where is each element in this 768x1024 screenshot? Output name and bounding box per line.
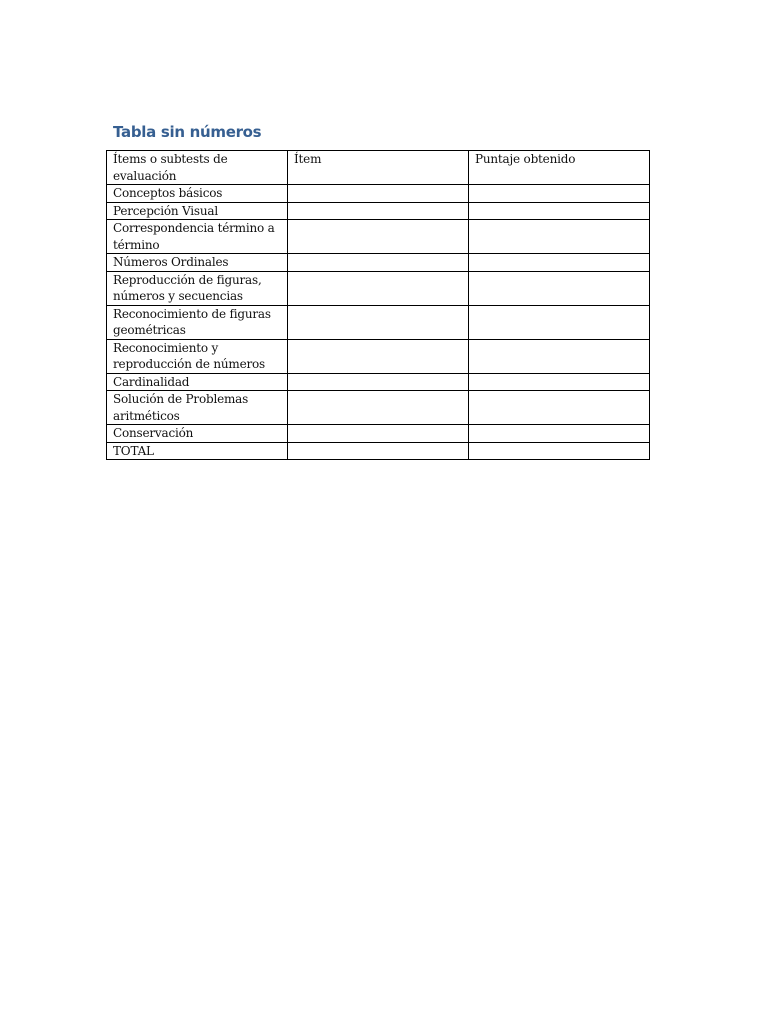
row-score-cell	[469, 220, 650, 254]
row-item-cell	[288, 391, 469, 425]
row-label: Reproducción de figuras, números y secuencias	[107, 271, 288, 305]
row-item-cell	[288, 185, 469, 203]
row-label: Percepción Visual	[107, 202, 288, 220]
table-row	[107, 271, 650, 305]
table-row	[107, 339, 650, 373]
row-item-cell	[288, 271, 469, 305]
table-header-row	[107, 151, 650, 185]
evaluation-table	[106, 150, 650, 460]
row-item-cell	[288, 220, 469, 254]
row-label: Números Ordinales	[107, 254, 288, 272]
table-row	[107, 305, 650, 339]
row-item-cell	[288, 425, 469, 443]
row-label: Conceptos básicos	[107, 185, 288, 203]
table-row	[107, 220, 650, 254]
row-label: Reconocimiento y reproducción de números	[107, 339, 288, 373]
row-label: Reconocimiento de figuras geométricas	[107, 305, 288, 339]
page-title: Tabla sin números	[113, 123, 262, 141]
row-item-cell	[288, 254, 469, 272]
table-row	[107, 185, 650, 203]
row-label: Solución de Problemas aritméticos	[107, 391, 288, 425]
header-cell-subtests: Ítems o subtests de evaluación	[107, 151, 288, 185]
row-label: Conservación	[107, 425, 288, 443]
table-total-row	[107, 442, 650, 460]
row-score-cell	[469, 254, 650, 272]
row-item-cell	[288, 339, 469, 373]
row-item-cell	[288, 442, 469, 460]
table-row	[107, 425, 650, 443]
row-item-cell	[288, 202, 469, 220]
row-score-cell	[469, 391, 650, 425]
row-score-cell	[469, 185, 650, 203]
table-row	[107, 202, 650, 220]
row-label: Cardinalidad	[107, 373, 288, 391]
header-cell-score: Puntaje obtenido	[469, 151, 650, 185]
header-cell-item: Ítem	[288, 151, 469, 185]
row-score-cell	[469, 202, 650, 220]
row-score-cell	[469, 442, 650, 460]
row-label-total: TOTAL	[107, 442, 288, 460]
table-row	[107, 391, 650, 425]
row-item-cell	[288, 373, 469, 391]
row-score-cell	[469, 339, 650, 373]
table-row	[107, 373, 650, 391]
row-item-cell	[288, 305, 469, 339]
row-score-cell	[469, 271, 650, 305]
row-score-cell	[469, 373, 650, 391]
table-row	[107, 254, 650, 272]
row-score-cell	[469, 305, 650, 339]
row-score-cell	[469, 425, 650, 443]
row-label: Correspondencia término a término	[107, 220, 288, 254]
